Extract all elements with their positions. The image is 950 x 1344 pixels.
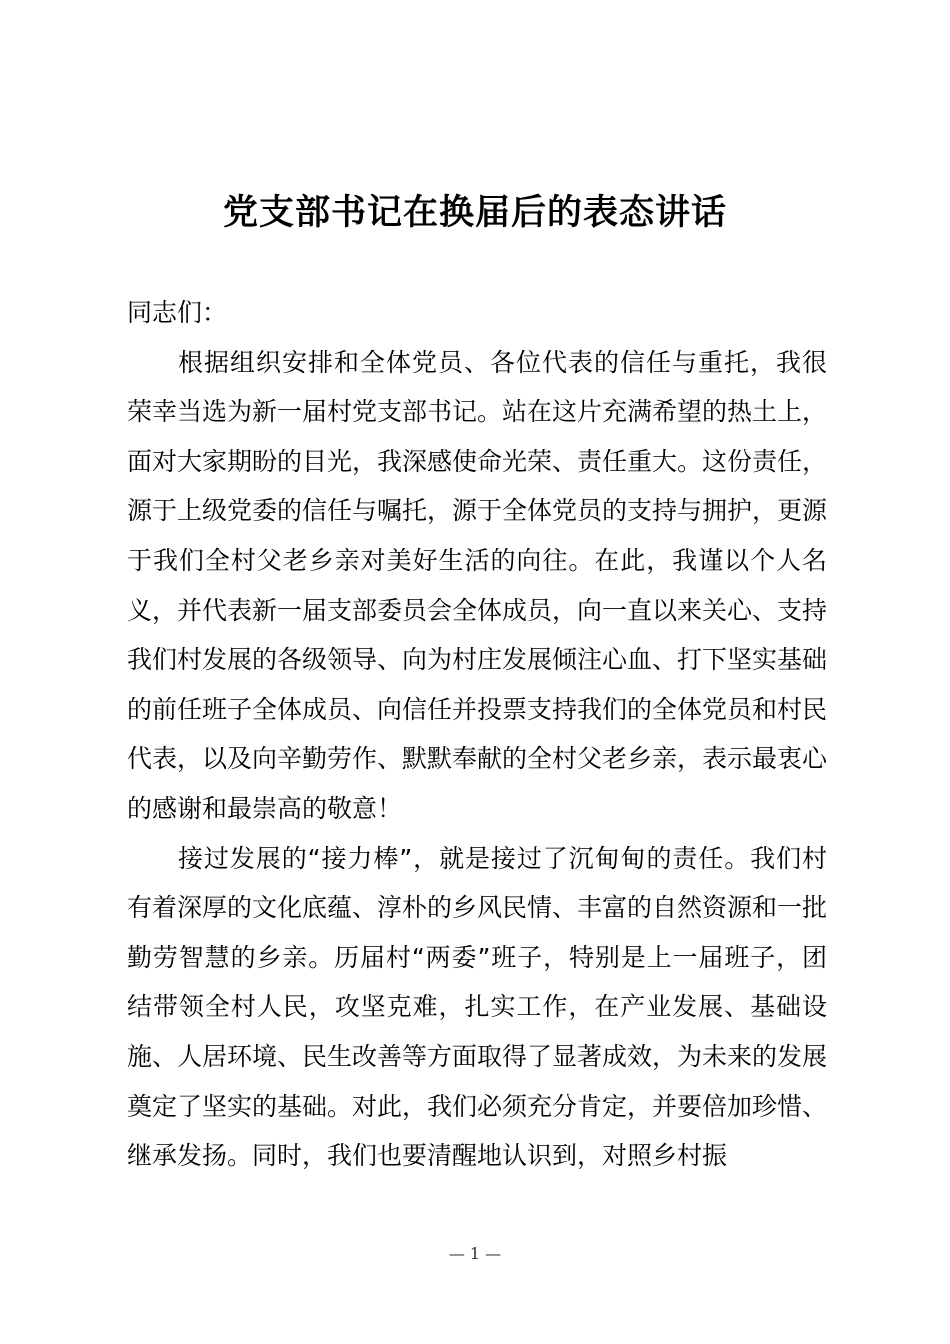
document-body xyxy=(127,288,827,1181)
salutation: 同志们： xyxy=(127,298,228,327)
document-title: 党支部书记在换届后的表态讲话 xyxy=(222,192,727,233)
paragraph: 接过发展的“接力棒”，就是接过了沉甸甸的责任。我们村有着深厚的文化底蕴、淳朴的乡风民情、丰富的自然资源和一批勤劳智慧的乡亲。历届村“两委”班子，特别是上一届班子，团结带领全村人民，攻坚克难，扎实工作，在产业发展、基础设施、人居环境、民生改善等方面取得了显著成效，为未来的发展奠定了坚实的基础。对此，我们必须充分肯定，并要倍加珍惜、继承发扬。同时，我们也要清醒地认识到，对照乡村振 xyxy=(127,843,828,1171)
paragraph: 根据组织安排和全体党员、各位代表的信任与重托，我很荣幸当选为新一届村党支部书记。站在这片充满希望的热土上，面对大家期盼的目光，我深感使命光荣、责任重大。这份责任，源于上级党委的信任与嘱托，源于全体党员的支持与拥护，更源于我们全村父老乡亲对美好生活的向往。在此，我谨以个人名义，并代表新一届支部委员会全体成员，向一直以来关心、支持我们村发展的各级领导、向为村庄发展倾注心血、打下坚实基础的前任班子全体成员、向信任并投票支持我们的全体党员和村民代表，以及向辛勤劳作、默默奉献的全村父老乡亲，表示最衷心的感谢和最崇高的敬意！ xyxy=(127,347,828,823)
page-number: — 1 — xyxy=(448,1244,502,1263)
